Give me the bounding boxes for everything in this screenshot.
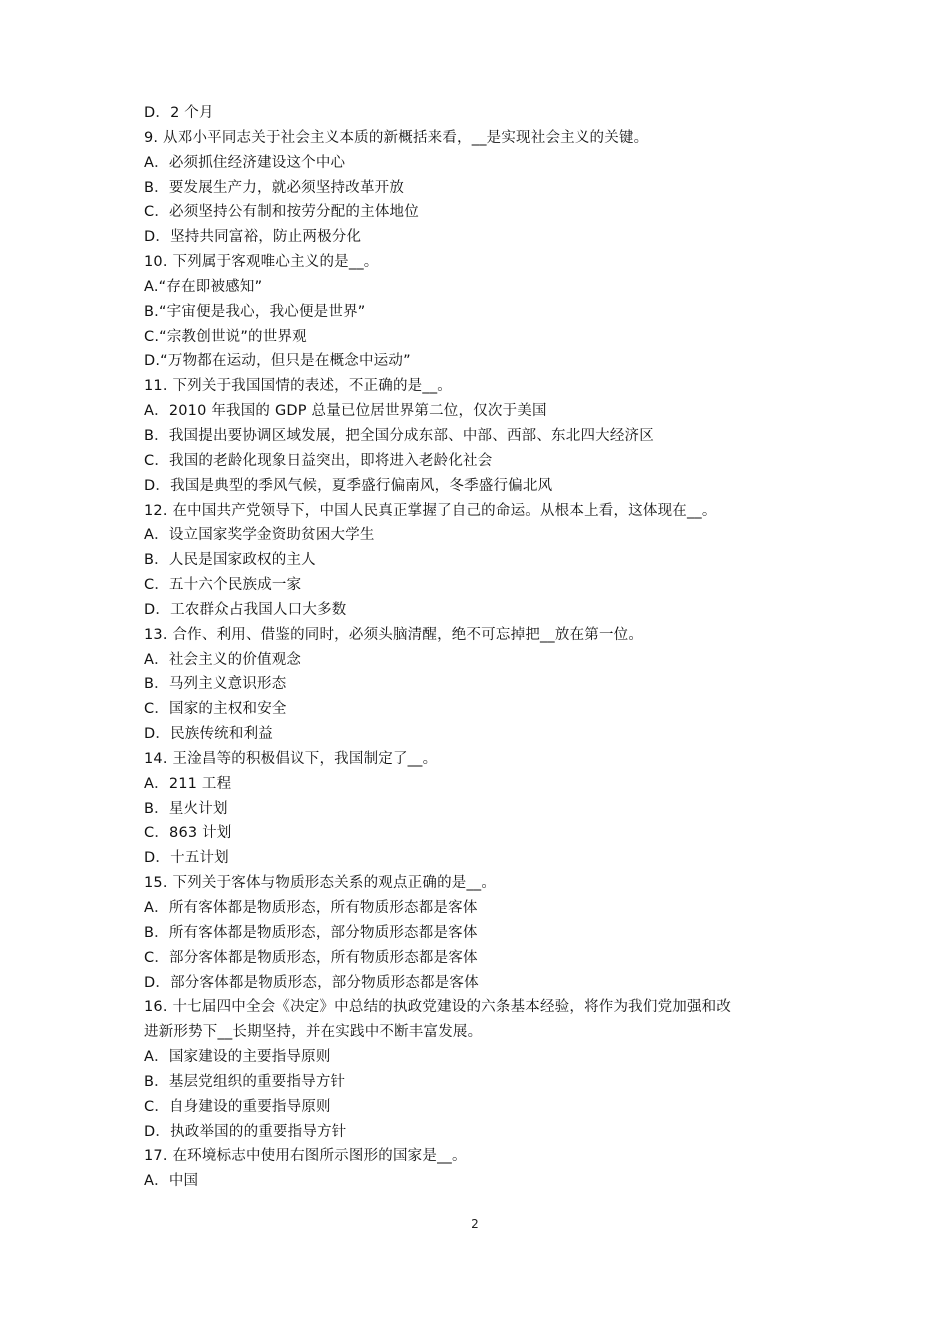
text-line: C．部分客体都是物质形态，所有物质形态都是客体 <box>144 949 478 966</box>
text-line: B.“宇宙便是我心，我心便是世界” <box>144 303 366 320</box>
text-line: C．必须坚持公有制和按劳分配的主体地位 <box>144 204 419 221</box>
text-line: D．部分客体都是物质形态，部分物质形态都是客体 <box>144 974 479 991</box>
text-line: A．设立国家奖学金资助贫困大学生 <box>144 527 375 544</box>
text-line: 进新形势下__长期坚持，并在实践中不断丰富发展。 <box>144 1024 483 1041</box>
text-line: 10. 下列属于客观唯心主义的是__。 <box>144 254 379 271</box>
text-line: A．社会主义的价值观念 <box>144 651 302 668</box>
text-line: D．坚持共同富裕，防止两极分化 <box>144 229 362 246</box>
text-line: B．人民是国家政权的主人 <box>144 552 316 569</box>
text-line: A．国家建设的主要指导原则 <box>144 1049 331 1066</box>
text-line: D．2 个月 <box>144 105 214 121</box>
text-line: A．2010 年我国的 GDP 总量已位居世界第二位，仅次于美国 <box>144 403 547 420</box>
text-line: A.“存在即被感知” <box>144 278 263 295</box>
text-line: D．工农群众占我国人口大多数 <box>144 601 347 618</box>
text-line: D.“万物都在运动，但只是在概念中运动” <box>144 353 411 370</box>
text-line: A．所有客体都是物质形态，所有物质形态都是客体 <box>144 900 478 916</box>
text-line: 11. 下列关于我国国情的表述，不正确的是__。 <box>144 378 452 395</box>
text-line: B．星火计划 <box>144 800 228 817</box>
text-line: D．民族传统和利益 <box>144 726 273 743</box>
text-line: A．中国 <box>144 1173 199 1190</box>
text-line: 17. 在环境标志中使用右图所示图形的国家是__。 <box>144 1148 467 1165</box>
text-line: A．211 工程 <box>144 775 232 792</box>
text-line: 16. 十七届四中全会《决定》中总结的执政党建设的六条基本经验，将作为我们党加强和改 <box>144 999 732 1016</box>
text-line: C．自身建设的重要指导原则 <box>144 1098 331 1115</box>
text-line: 15. 下列关于客体与物质形态关系的观点正确的是__。 <box>144 875 497 892</box>
text-line: D．执政举国的的重要指导方针 <box>144 1123 347 1140</box>
text-line: C．五十六个民族成一家 <box>144 577 302 594</box>
text-line: B．我国提出要协调区域发展，把全国分成东部、中部、西部、东北四大经济区 <box>144 427 654 444</box>
text-line: 13. 合作、利用、借鉴的同时，必须头脑清醒，绝不可忘掉把__放在第一位。 <box>144 626 644 643</box>
text-line: D．我国是典型的季风气候，夏季盛行偏南风，冬季盛行偏北风 <box>144 477 553 494</box>
text-line: 9. 从邓小平同志关于社会主义本质的新概括来看，__是实现社会主义的关键。 <box>144 129 649 146</box>
text-line: B．马列主义意识形态 <box>144 676 287 693</box>
text-line: B．基层党组织的重要指导方针 <box>144 1073 346 1090</box>
page-number: 2 <box>471 1217 479 1231</box>
text-line: C．我国的老龄化现象日益突出，即将进入老龄化社会 <box>144 452 493 469</box>
text-line: A．必须抓住经济建设这个中心 <box>144 154 346 171</box>
text-line: C．863 计划 <box>144 825 232 842</box>
page-content <box>144 101 834 1194</box>
text-line: C．国家的主权和安全 <box>144 701 287 718</box>
text-line: C.“宗教创世说”的世界观 <box>144 328 307 345</box>
text-line: 14. 王淦昌等的积极倡议下，我国制定了__。 <box>144 750 438 767</box>
text-line: D．十五计划 <box>144 850 229 867</box>
text-line: B．所有客体都是物质形态，部分物质形态都是客体 <box>144 924 478 941</box>
text-line: 12. 在中国共产党领导下，中国人民真正掌握了自己的命运。从根本上看，这体现在__。 <box>144 502 717 519</box>
text-line: B．要发展生产力，就必须坚持改革开放 <box>144 179 405 196</box>
